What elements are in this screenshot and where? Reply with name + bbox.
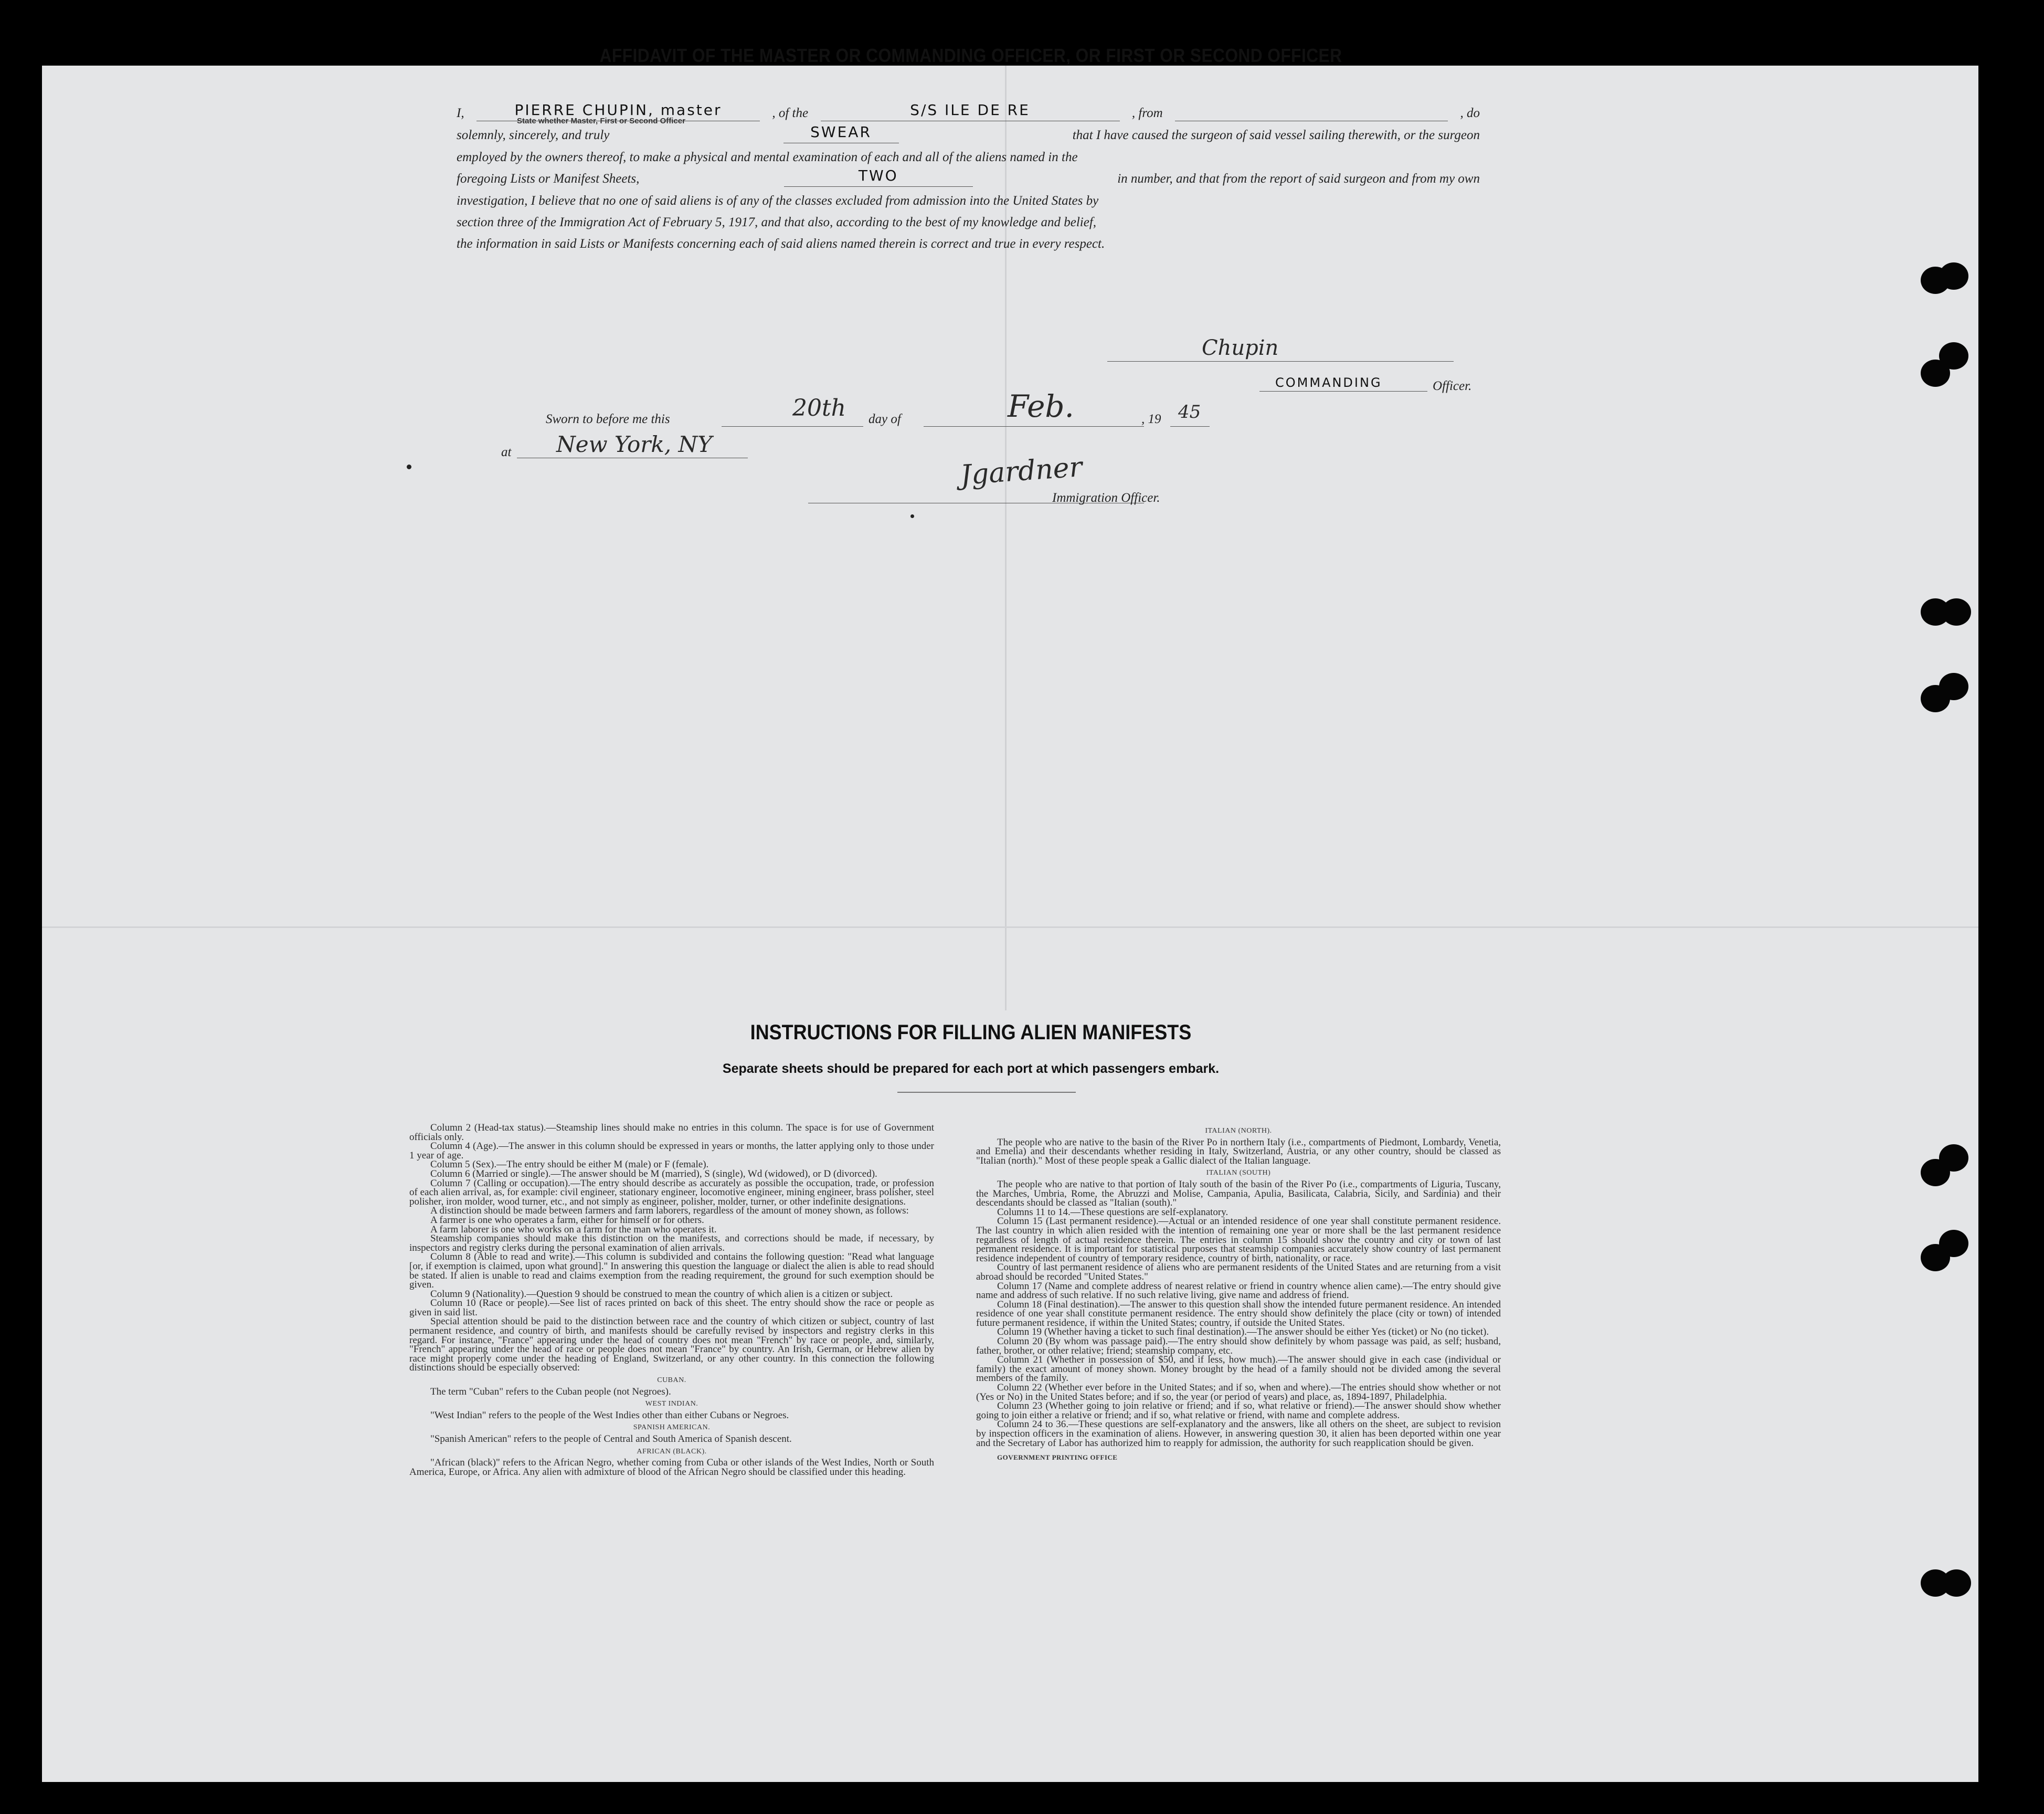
instruction-paragraph: Column 19 (Whether having a ticket to such final destination).—The answer should be either Yes (ticket) or No (no ticket). [997,1326,1489,1338]
vessel-field: S/S ILE DE RE [821,99,1120,121]
african-text: "African (black)" refers to the African Negro, whether coming from Cuba or other islands of the West Indies, North or South America, Europe, or Africa. Any alien with admixture of blood of the African Negro should be classified under this heading. [409,1457,934,1478]
punch-hole [1939,342,1968,370]
instruction-paragraph: Column 24 to 36.—These questions are self-explanatory and the answers, like all others on the sheet, are subject to revision by inspection officers in the examination of aliens. However, in answering question 30, it alien has been deported within one year and the Secretary of Labor has authorized him to reapply for admission, the authority for such reapplication should be given. [976,1419,1501,1449]
instruction-paragraph: Column 22 (Whether ever before in the United States; and if so, when and where).—The entries should show whether or not (Yes or No) in the United States before; and if so, the year (or period of years) and place, as, 1894-1897, Philadelphia. [976,1382,1501,1402]
from-label: , from [1131,106,1163,120]
instruction-paragraph: A farmer is one who operates a farm, either for himself or for others. [430,1214,704,1226]
instruction-paragraph: Column 2 (Head-tax status).—Steamship lines should make no entries in this column. The space is for use of Government officials only. [409,1122,934,1143]
title-rule [897,1092,1076,1093]
affidavit-line: section three of the Immigration Act of February 5, 1917, and that also, according to the best of my knowledge and belief, [457,215,1097,229]
instruction-paragraph: A farm laborer is one who works on a farm for the man who operates it. [430,1224,717,1235]
sworn-month-field: Feb. [1008,388,1074,424]
instruction-paragraph: Column 23 (Whether going to join relative or friend; and if so, what relative or friend).—The answer should show whether going to join either a relative or friend; and if so, what relative or friend, with name and complete address. [976,1400,1501,1421]
officer-signature: Chupin [1202,336,1279,360]
day-of-label: day of [869,412,901,426]
immigration-officer-signature: Jgardner [959,451,1084,492]
instruction-paragraph: Column 5 (Sex).—The entry should be either M (male) or F (female). [430,1159,709,1170]
year-label: , 19 [1141,412,1161,426]
instruction-paragraph: Column 17 (Name and complete address of nearest relative or friend in country whence alien came).—The entry should give name and address of such relative. If no such relative living, give name and address of friend. [976,1280,1501,1301]
affidavit-line2-a: solemnly, sincerely, and truly [457,128,610,142]
instruction-paragraph: Column 7 (Calling or occupation).—The entry should describe as accurately as possible the occupation, trade, or profession of each alien arrival, as, for example: civil engineer, stationary engineer, locomotive engineer, mining engineer, brass polisher, steel polisher, iron molder, wood turner, etc., and not simply as engineer, polisher, molder, turner, or other indefinite designations. [409,1177,934,1207]
instructions-subtitle: Separate sheets should be prepared for each port at which passengers embark. [722,1061,1220,1076]
african-heading: AFRICAN (BLACK). [637,1447,707,1456]
affidavit-line [457,168,1480,190]
officer-label: Officer. [1433,379,1472,393]
punch-hole [1942,1569,1971,1597]
cuban-heading: CUBAN. [657,1376,686,1385]
punch-hole [1939,1144,1968,1172]
instruction-paragraph: Column 20 (By whom was passage paid).—The entry should show definitely by whom passage was paid, as self; husband, father, brother, or other relative; friend; steamship company, etc. [976,1336,1501,1356]
from-port-field [1175,99,1448,121]
sworn-year-field: 45 [1178,402,1201,423]
officer-name-field: PIERRE CHUPIN, master [476,99,760,121]
affidavit-line: investigation, I believe that no one of said aliens is of any of the classes excluded from admission into the United States by [457,194,1099,208]
west-indian-text: "West Indian" refers to the people of the West Indies other than either Cubans or Negroes. [430,1409,789,1421]
instructions-right-column [976,1123,1501,1462]
officer-signature-line [1107,361,1454,362]
affidavit-line: the information in said Lists or Manifests concerning each of said aliens named therein is correct and true in every respect. [457,237,1105,251]
instruction-paragraph: Column 8 (Able to read and write).—This column is subdivided and contains the following question: "Read what language [or, if exemption is claimed, upon what ground]." In answering this question the language or dialect the alien is able to read should be stated. If alien is unable to read and claims exemption from the reading requirement, the ground for such exemption should be given. [409,1251,934,1291]
spanish-american-text: "Spanish American" refers to the people of Central and South America of Spanish descent. [430,1433,792,1444]
affidavit-i-label: I, [457,106,464,120]
instruction-paragraph: Column 6 (Married or single).—The answer should be M (married), S (single), Wd (widowed), or D (divorced). [430,1168,877,1179]
punch-hole [1939,673,1968,700]
italian-north-heading: ITALIAN (NORTH). [1205,1127,1272,1135]
affidavit-line2-b: that I have caused the surgeon of said vessel sailing therewith, or the surgeon [1072,128,1480,142]
italian-south-heading: ITALIAN (SOUTH) [1206,1169,1271,1177]
instruction-paragraph: Country of last permanent residence of aliens who are permanent residents of the United States and are returning from a visit abroad should be recorded "United States." [976,1262,1501,1282]
instruction-paragraph: Steamship companies should make this distinction on the manifests, and corrections should be made, if necessary, by inspectors and registry clerks during the personal examination of alien arrivals. [409,1233,934,1253]
punch-hole [1942,598,1971,626]
instruction-paragraph: Special attention should be paid to the distinction between race and the country of which citizen or subject, country of last permanent residence, and country of birth, and manifests should be carefully revised by inspectors and registry clerks in this regard. For instance, "France" appearing under the head of country does not mean "French" by race or people, and, similarly, "French" appearing under the head of race or people does not mean "France" by country. An Irish, German, or Hebrew alien by race might properly come under the heading of England, Switzerland, or any other country. In this connection the following distinctions should be especially observed: [409,1316,934,1374]
instructions-left-column [409,1123,934,1476]
sworn-label: Sworn to before me this [546,412,670,426]
instructions-title: INSTRUCTIONS FOR FILLING ALIEN MANIFESTS [750,1021,1192,1044]
sworn-day-field: 20th [792,395,846,421]
instruction-paragraph: Column 4 (Age).—The answer in this column should be expressed in years or months, the latter applying only to those under 1 year of age. [409,1141,934,1161]
officer-rank-hint: State whether Master, First or Second Officer [517,117,685,125]
at-label: at [501,445,512,459]
do-label: , do [1460,106,1480,120]
italian-south-text: The people who are native to that portion of Italy south of the basin of the River Po (i.e., compartments of Liguria, Tuscany, the Marches, Umbria, Rome, the Abruzzi and Molise, Campania, Apulia, Basilicata, Calabria, Sicily, and Sardinia) and their descendants should be classed as "Italian (south)." [976,1178,1501,1209]
officer-rank-field: COMMANDING [1275,375,1382,390]
printing-office-footer: GOVERNMENT PRINTING OFFICE [997,1453,1118,1462]
sworn-year-line [1170,426,1210,427]
affidavit-line4-b: in number, and that from the report of said surgeon and from my own [1117,172,1480,186]
affidavit-title: AFFIDAVIT OF THE MASTER OR COMMANDING OFFICER, OR FIRST OR SECOND OFFICER [599,45,1342,66]
sworn-day-line [722,426,863,427]
instruction-paragraph: A distinction should be made between farmers and farm laborers, regardless of the amount of money shown, as follows: [430,1205,909,1217]
of-the-label: , of the [772,106,809,120]
spanish-american-heading: SPANISH AMERICAN. [633,1423,711,1432]
rank-line [1259,391,1427,392]
immigration-officer-label: Immigration Officer. [1052,491,1160,505]
italian-north-text: The people who are native to the basin of the River Po in northern Italy (i.e., compartments of Piedmont, Lombardy, Venetia, and Emelia) and their descendants whether residing in Italy, Switzerland, Austria, or any other country, should be classed as "Italian (north)." Most of these people speak a Gallic dialect of the Italian language. [976,1136,1501,1166]
cuban-text: The term "Cuban" refers to the Cuban people (not Negroes). [430,1386,671,1397]
document-sheet [42,66,1978,1782]
instruction-paragraph: Column 21 (Whether in possession of $50, and if less, how much).—The answer should give in each case (individual or family) the exact amount of money shown. Money brought by the head of a family should not be divided among the several members of the family. [976,1354,1501,1384]
ink-dot [910,514,914,518]
sworn-place-field: New York, NY [556,431,712,457]
affidavit-line [457,124,1480,146]
affidavit-line4-a: foregoing Lists or Manifest Sheets, [457,172,640,186]
ink-dot [407,465,411,469]
sworn-month-line [924,426,1144,427]
instruction-paragraph: Column 15 (Last permanent residence).—Actual or an intended residence of one year shall constitute permanent residence. The last country in which alien resided with the intention of remaining one year or more shall be the last permanent residence regardless of length of actual residence therein. The entries in column 15 should show the country and city or town of last permanent residence. It is important for statistical purposes that steamship companies accurately show country of last permanent residence independent of country of temporary residence, country of birth, nationality, or race. [976,1216,1501,1264]
instruction-paragraph: Column 10 (Race or people).—See list of races printed on back of this sheet. The entry should show the race or people as given in said list. [409,1298,934,1318]
affidavit-line: employed by the owners thereof, to make a physical and mental examination of each and all of the aliens named in the [457,150,1078,164]
punch-hole [1939,1230,1968,1257]
instruction-paragraph: Columns 11 to 14.—These questions are self-explanatory. [997,1206,1228,1218]
fold-line-horizontal [42,926,1978,928]
oath-field: SWEAR [783,121,899,143]
punch-hole [1939,262,1968,290]
instruction-paragraph: Column 18 (Final destination).—The answer to this question shall show the intended future permanent residence. An intended residence of one year shall constitute permanent residence. The entry should show definitely the place (city or town) of intended future permanent residence, if within the United States; country, if outside the United States. [976,1299,1501,1328]
west-indian-heading: WEST INDIAN. [645,1400,698,1408]
instruction-paragraph: Column 9 (Nationality).—Question 9 should be construed to mean the country of which alien is a citizen or subject. [430,1288,893,1300]
sheet-count-field: TWO [784,165,973,187]
